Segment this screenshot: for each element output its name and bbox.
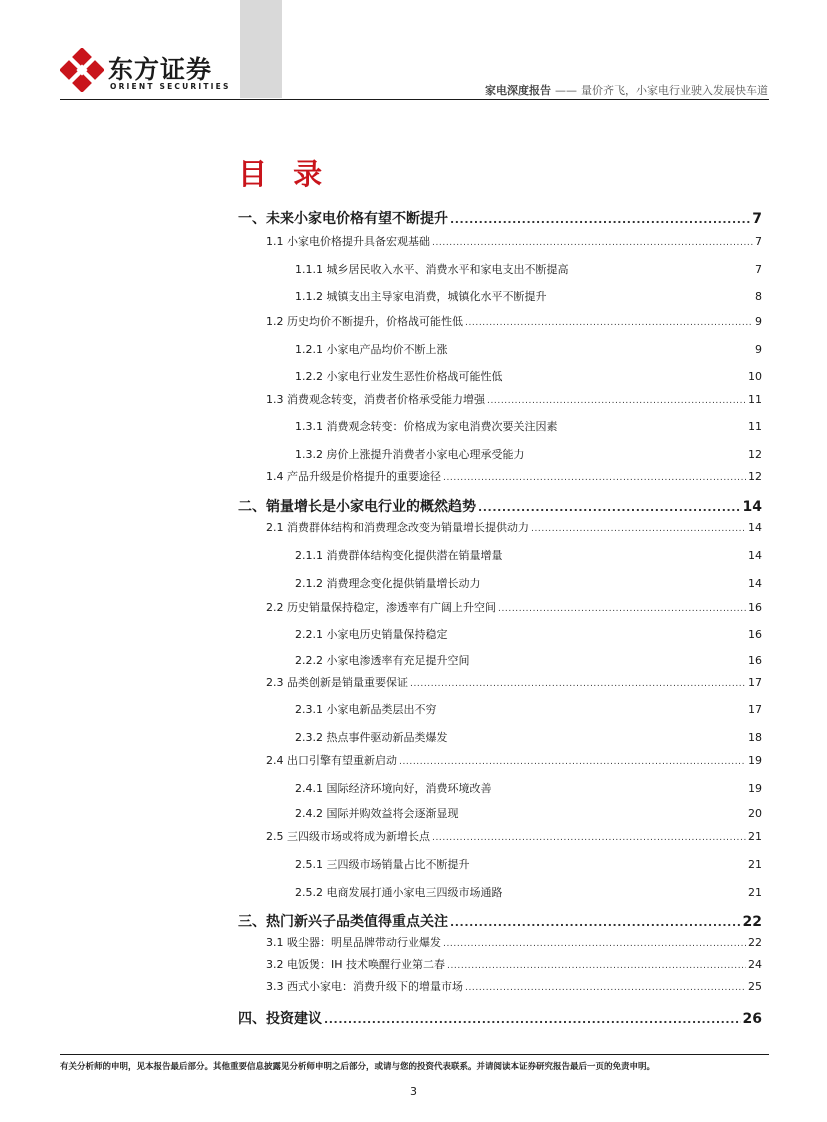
toc-entry-title: 3.2 电饭煲：IH 技术唤醒行业第二春 xyxy=(266,958,446,971)
toc-entry-level-3[interactable] xyxy=(238,729,762,745)
toc-entry-level-2[interactable] xyxy=(238,519,762,535)
toc-entry-page: 7 xyxy=(755,235,762,248)
toc-entry-title: 2.2.1 小家电历史销量保持稳定 xyxy=(295,628,448,641)
report-title: 量价齐飞，小家电行业驶入发展快车道 xyxy=(581,84,768,97)
toc-entry-page: 14 xyxy=(748,549,762,562)
toc-dot-leader xyxy=(450,916,741,929)
toc-entry-title: 2.4.1 国际经济环境向好，消费环境改善 xyxy=(295,782,492,795)
toc-entry-page: 21 xyxy=(748,858,762,871)
toc-entry-title: 2.3.1 小家电新品类层出不穷 xyxy=(295,703,437,716)
toc-entry-title: 2.1.2 消费理念变化提供销量增长动力 xyxy=(295,577,481,590)
footer-divider xyxy=(60,1054,769,1055)
toc-entry-title: 3.1 吸尘器：明星品牌带动行业爆发 xyxy=(266,936,441,949)
toc-entry-title: 二、销量增长是小家电行业的概然趋势 xyxy=(238,499,476,515)
toc-entry-page: 19 xyxy=(748,782,762,795)
toc-entry-level-3[interactable] xyxy=(238,652,762,668)
toc-entry-level-2[interactable] xyxy=(238,233,762,249)
toc-entry-page: 22 xyxy=(748,936,762,949)
page-number: 3 xyxy=(410,1085,417,1098)
toc-entry-title: 2.4 出口引擎有望重新启动 xyxy=(266,754,397,767)
toc-entry-page: 16 xyxy=(748,628,762,641)
toc-dot-leader xyxy=(465,983,746,993)
toc-entry-title: 2.5 三四级市场或将成为新增长点 xyxy=(266,830,430,843)
toc-entry-title: 1.1.2 城镇支出主导家电消费，城镇化水平不断提升 xyxy=(295,290,547,303)
toc-entry-page: 24 xyxy=(748,958,762,971)
toc-dot-leader xyxy=(324,1013,741,1026)
toc-heading: 目 录 xyxy=(238,157,331,191)
toc-dot-leader xyxy=(450,213,750,226)
toc-dot-leader xyxy=(531,524,746,534)
toc-entry-page: 21 xyxy=(748,886,762,899)
toc-dot-leader xyxy=(465,318,753,328)
toc-entry-title: 2.5.2 电商发展打通小家电三四级市场通路 xyxy=(295,886,503,899)
toc-entry-page: 10 xyxy=(748,370,762,383)
toc-entry-page: 16 xyxy=(748,601,762,614)
toc-entry-level-3[interactable] xyxy=(238,261,762,277)
toc-entry-page: 12 xyxy=(748,470,762,483)
report-header xyxy=(485,82,768,98)
toc-dot-leader xyxy=(487,396,746,406)
toc-entry-page: 16 xyxy=(748,654,762,667)
toc-entry-level-2[interactable] xyxy=(238,752,762,768)
toc-dot-leader xyxy=(443,939,746,949)
toc-entry-title: 2.3 品类创新是销量重要保证 xyxy=(266,676,408,689)
toc-entry-level-2[interactable] xyxy=(238,934,762,950)
toc-entry-title: 2.2.2 小家电渗透率有充足提升空间 xyxy=(295,654,470,667)
toc-entry-title: 1.3.2 房价上涨提升消费者小家电心理承受能力 xyxy=(295,448,525,461)
toc-entry-level-3[interactable] xyxy=(238,805,762,821)
toc-entry-level-3[interactable] xyxy=(238,884,762,900)
toc-entry-title: 2.1 消费群体结构和消费理念改变为销量增长提供动力 xyxy=(266,521,529,534)
toc-entry-level-1[interactable] xyxy=(238,911,762,931)
toc-entry-title: 2.4.2 国际并购效益将会逐渐显现 xyxy=(295,807,459,820)
toc-entry-level-1[interactable] xyxy=(238,208,762,228)
toc-dot-leader xyxy=(447,961,746,971)
toc-dot-leader xyxy=(399,757,746,767)
toc-entry-title: 三、热门新兴子品类值得重点关注 xyxy=(238,914,448,930)
toc-entry-level-3[interactable] xyxy=(238,418,762,434)
toc-entry-page: 22 xyxy=(742,914,762,930)
toc-entry-level-2[interactable] xyxy=(238,674,762,690)
toc-entry-level-3[interactable] xyxy=(238,856,762,872)
toc-entry-level-2[interactable] xyxy=(238,313,762,329)
toc-entry-page: 9 xyxy=(755,343,762,356)
toc-dot-leader xyxy=(478,501,741,514)
toc-entry-level-3[interactable] xyxy=(238,368,762,384)
toc-dot-leader xyxy=(443,473,746,483)
toc-entry-page: 17 xyxy=(748,703,762,716)
toc-entry-page: 7 xyxy=(755,263,762,276)
toc-entry-page: 8 xyxy=(755,290,762,303)
toc-entry-title: 2.5.1 三四级市场销量占比不断提升 xyxy=(295,858,470,871)
toc-dot-leader xyxy=(432,238,753,248)
toc-entry-level-2[interactable] xyxy=(238,468,762,484)
toc-entry-title: 2.1.1 消费群体结构变化提供潜在销量增量 xyxy=(295,549,503,562)
toc-entry-level-3[interactable] xyxy=(238,575,762,591)
toc-entry-level-3[interactable] xyxy=(238,780,762,796)
toc-entry-page: 26 xyxy=(742,1011,762,1027)
toc-entry-page: 25 xyxy=(748,980,762,993)
toc-entry-page: 7 xyxy=(752,211,762,227)
toc-entry-page: 11 xyxy=(748,420,762,433)
toc-entry-title: 3.3 西式小家电：消费升级下的增量市场 xyxy=(266,980,463,993)
toc-entry-page: 21 xyxy=(748,830,762,843)
toc-entry-page: 11 xyxy=(748,393,762,406)
header-separator: —— xyxy=(555,84,577,97)
header-divider xyxy=(60,99,769,100)
toc-entry-level-3[interactable] xyxy=(238,701,762,717)
toc-entry-level-3[interactable] xyxy=(238,446,762,462)
toc-entry-page: 14 xyxy=(748,577,762,590)
orient-securities-logo-icon xyxy=(60,48,104,92)
toc-entry-title: 2.2 历史销量保持稳定，渗透率有广阔上升空间 xyxy=(266,601,496,614)
toc-entry-title: 2.3.2 热点事件驱动新品类爆发 xyxy=(295,731,448,744)
toc-entry-title: 1.3 消费观念转变，消费者价格承受能力增强 xyxy=(266,393,485,406)
toc-entry-page: 9 xyxy=(755,315,762,328)
toc-entry-level-2[interactable] xyxy=(238,391,762,407)
toc-dot-leader xyxy=(410,679,746,689)
toc-entry-page: 18 xyxy=(748,731,762,744)
logo-chinese-name: 东方证券 xyxy=(108,55,213,84)
toc-entry-title: 1.2.2 小家电行业发生恶性价格战可能性低 xyxy=(295,370,503,383)
toc-entry-title: 四、投资建议 xyxy=(238,1011,322,1027)
toc-entry-page: 17 xyxy=(748,676,762,689)
toc-dot-leader xyxy=(432,833,746,843)
toc-entry-title: 1.3.1 消费观念转变：价格成为家电消费次要关注因素 xyxy=(295,420,558,433)
toc-entry-title: 1.2.1 小家电产品均价不断上涨 xyxy=(295,343,448,356)
footer-disclaimer: 有关分析师的申明，见本报告最后部分。其他重要信息披露见分析师申明之后部分，或请与您的投资代表联系。并请阅读本证券研究报告最后一页的免责申明。 xyxy=(60,1062,656,1072)
report-category: 家电深度报告 xyxy=(485,84,551,97)
toc-entry-page: 12 xyxy=(748,448,762,461)
toc-entry-level-1[interactable] xyxy=(238,1008,762,1028)
toc-entry-title: 1.1.1 城乡居民收入水平、消费水平和家电支出不断提高 xyxy=(295,263,569,276)
logo-english-name: ORIENT SECURITIES xyxy=(110,82,231,91)
toc-entry-level-1[interactable] xyxy=(238,496,762,516)
toc-entry-level-2[interactable] xyxy=(238,828,762,844)
company-logo xyxy=(60,48,231,96)
toc-entry-level-3[interactable] xyxy=(238,626,762,642)
toc-entry-page: 19 xyxy=(748,754,762,767)
header-grey-tab xyxy=(240,0,282,98)
toc-entry-level-3[interactable] xyxy=(238,547,762,563)
toc-entry-title: 1.2 历史均价不断提升，价格战可能性低 xyxy=(266,315,463,328)
toc-entry-title: 一、未来小家电价格有望不断提升 xyxy=(238,211,448,227)
toc-entry-page: 20 xyxy=(748,807,762,820)
toc-entry-title: 1.1 小家电价格提升具备宏观基础 xyxy=(266,235,430,248)
toc-entry-level-3[interactable] xyxy=(238,288,762,304)
toc-entry-level-2[interactable] xyxy=(238,978,762,994)
toc-entry-level-2[interactable] xyxy=(238,956,762,972)
toc-entry-page: 14 xyxy=(748,521,762,534)
toc-entry-level-3[interactable] xyxy=(238,341,762,357)
toc-entry-title: 1.4 产品升级是价格提升的重要途径 xyxy=(266,470,441,483)
toc-entry-page: 14 xyxy=(742,499,762,515)
toc-dot-leader xyxy=(498,604,746,614)
toc-entry-level-2[interactable] xyxy=(238,599,762,615)
